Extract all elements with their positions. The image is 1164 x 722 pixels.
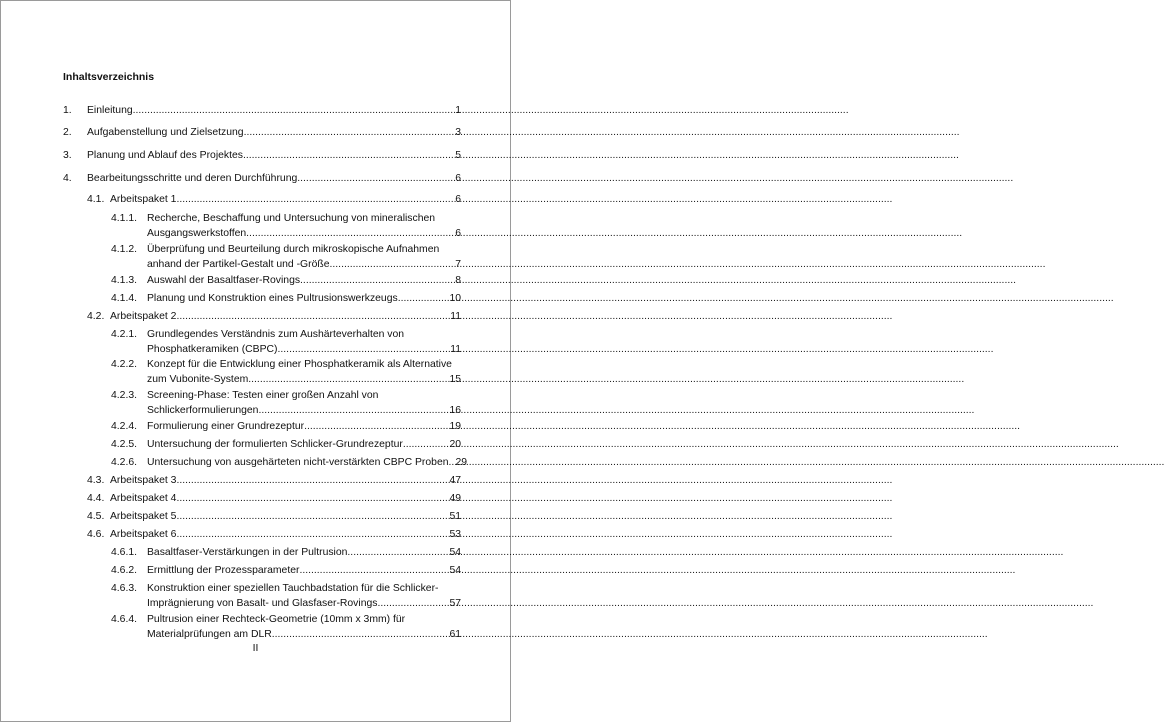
toc-entry-number: 4.2.3. (111, 390, 137, 401)
toc-entry-page: 1 (455, 105, 461, 116)
toc-entry-page: 11 (450, 311, 461, 322)
toc-entry-page: 11 (450, 344, 461, 355)
toc-entry[interactable] (87, 509, 461, 524)
toc-entry-page: 8 (455, 275, 461, 286)
toc-entry[interactable] (111, 388, 461, 418)
toc-heading: Inhaltsverzeichnis (63, 71, 155, 83)
toc-entry[interactable] (87, 527, 461, 542)
toc-entry[interactable] (111, 437, 461, 452)
toc-entry-title: Einleitung (87, 105, 133, 116)
toc-entry[interactable] (87, 473, 461, 488)
toc-entry-number: 4.2.6. (111, 457, 137, 468)
toc-entry-number: 3. (63, 150, 72, 161)
toc-entry-title-line: Grundlegendes Verständnis zum Aushärteverhalten von (147, 329, 405, 340)
toc-entry-number: 4.2.2. (111, 359, 137, 370)
toc-entry[interactable] (87, 192, 461, 207)
toc-entry-number: 4.6.1. (111, 547, 137, 558)
toc-entry-page: 19 (449, 421, 461, 432)
toc-entry-page: 5 (455, 150, 461, 161)
toc-entry-number: 4.2.4. (111, 421, 137, 432)
toc-entry-page: 57 (449, 598, 461, 609)
toc-entry-title: anhand der Partikel-Gestalt und -Größe (147, 259, 330, 270)
toc-entry-number: 4.6.4. (111, 614, 137, 625)
toc-entry-title: Auswahl der Basaltfaser-Rovings (147, 275, 301, 286)
toc-entry[interactable] (63, 125, 461, 140)
toc-entry-page: 54 (449, 565, 461, 576)
toc-entry-title-line: Konstruktion einer speziellen Tauchbadstation für die Schlicker- (147, 583, 439, 594)
toc-entry-page: 6 (455, 228, 461, 239)
toc-entry-title: Arbeitspaket 5 (110, 511, 177, 522)
toc-entry-page: 49 (449, 493, 461, 504)
toc-entry-number: 4.4. (87, 493, 105, 504)
document-page (0, 0, 511, 722)
toc-entry-page: 7 (455, 259, 461, 270)
table-of-contents (1, 1, 510, 721)
toc-entry-number: 4.5. (87, 511, 105, 522)
toc-entry-title: Bearbeitungsschritte und deren Durchführung (87, 173, 298, 184)
toc-entry[interactable] (111, 419, 461, 434)
toc-entry[interactable] (87, 309, 461, 324)
toc-entry-number: 4.6. (87, 529, 105, 540)
toc-entry-page: 61 (449, 629, 461, 640)
toc-entry-title: Basaltfaser-Verstärkungen in der Pultrusion (147, 547, 348, 558)
toc-entry-title: Arbeitspaket 4 (110, 493, 177, 504)
toc-entry[interactable] (111, 545, 461, 560)
toc-entry-page: 10 (449, 293, 461, 304)
toc-entry[interactable] (111, 455, 468, 470)
toc-entry-number: 2. (63, 127, 72, 138)
toc-entry-page: 51 (449, 511, 461, 522)
toc-entry-page: 3 (455, 127, 461, 138)
toc-entry-number: 4.2.1. (111, 329, 137, 340)
toc-entry[interactable] (111, 242, 461, 272)
toc-entry-page: 53 (449, 529, 461, 540)
toc-entry-title-line: Überprüfung und Beurteilung durch mikroskopische Aufnahmen (147, 244, 440, 255)
toc-entry-title-line: Screening-Phase: Testen einer großen Anzahl von (147, 390, 379, 401)
toc-entry[interactable] (87, 491, 461, 506)
toc-entry-title: Ermittlung der Prozessparameter (147, 565, 300, 576)
toc-entry-title: Untersuchung der formulierten Schlicker-Grundrezeptur (147, 439, 403, 450)
toc-entry[interactable] (111, 291, 461, 306)
toc-entry-page: 47 (449, 475, 461, 486)
toc-entry-number: 4.3. (87, 475, 105, 486)
toc-entry[interactable] (63, 171, 461, 186)
toc-entry-number: 4.2.5. (111, 439, 137, 450)
toc-entry[interactable] (111, 273, 461, 288)
toc-entry-title: Planung und Konstruktion eines Pultrusionswerkzeugs (147, 293, 398, 304)
toc-entry[interactable] (111, 581, 461, 611)
toc-entry-title-line: Recherche, Beschaffung und Untersuchung von mineralischen (147, 213, 436, 224)
toc-entry-number: 4.1.2. (111, 244, 137, 255)
toc-entry-title: Arbeitspaket 3 (110, 475, 177, 486)
toc-entry[interactable] (63, 148, 461, 163)
toc-entry-number: 4.1.3. (111, 275, 137, 286)
toc-entry-number: 4.1.4. (111, 293, 137, 304)
toc-entry-page: 20 (449, 439, 461, 450)
toc-entry-title: Planung und Ablauf des Projektes (87, 150, 243, 161)
toc-entry[interactable] (111, 211, 461, 241)
toc-entry[interactable] (111, 357, 461, 387)
toc-entry-number: 4.6.2. (111, 565, 137, 576)
toc-entry-title: Materialprüfungen am DLR (147, 629, 272, 640)
toc-entry-title: Aufgabenstellung und Zielsetzung (87, 127, 244, 138)
toc-entry-title: Arbeitspaket 1 (110, 194, 177, 205)
toc-entry-page: 54 (449, 547, 461, 558)
toc-entry-title: Arbeitspaket 6 (110, 529, 177, 540)
toc-entry-number: 4.2. (87, 311, 105, 322)
toc-entry-title: zum Vubonite-System (147, 374, 249, 385)
toc-entry-title: Schlickerformulierungen (147, 405, 259, 416)
toc-entry-page: 29 (455, 457, 468, 468)
toc-entry-number: 1. (63, 105, 72, 116)
toc-entry[interactable] (63, 103, 461, 118)
toc-entry[interactable] (111, 612, 461, 642)
toc-entry-number: 4.1.1. (111, 213, 137, 224)
toc-entry-page: 6 (455, 173, 461, 184)
toc-entry-number: 4.1. (87, 194, 105, 205)
toc-entry-number: 4. (63, 173, 72, 184)
toc-entry-title: Imprägnierung von Basalt- und Glasfaser-Rovings (147, 598, 378, 609)
toc-entry-title: Untersuchung von ausgehärteten nicht-verstärkten CBPC Proben (147, 457, 449, 468)
toc-entry[interactable] (111, 563, 461, 578)
toc-entry-title-line: Konzept für die Entwicklung einer Phosphatkeramik als Alternative (147, 359, 452, 370)
toc-entry-title-line: Pultrusion einer Rechteck-Geometrie (10mm x 3mm) für (147, 614, 406, 625)
toc-entry-title: Arbeitspaket 2 (110, 311, 177, 322)
toc-entry[interactable] (111, 327, 461, 357)
toc-entry-number: 4.6.3. (111, 583, 137, 594)
toc-entry-title: Phosphatkeramiken (CBPC) (147, 344, 278, 355)
toc-entry-title: Formulierung einer Grundrezeptur (147, 421, 305, 432)
toc-entry-page: 15 (449, 374, 461, 385)
toc-entry-page: 16 (449, 405, 461, 416)
toc-entry-title: Ausgangswerkstoffen (147, 228, 247, 239)
page-number: II (252, 643, 259, 654)
toc-entry-page: 6 (455, 194, 461, 205)
